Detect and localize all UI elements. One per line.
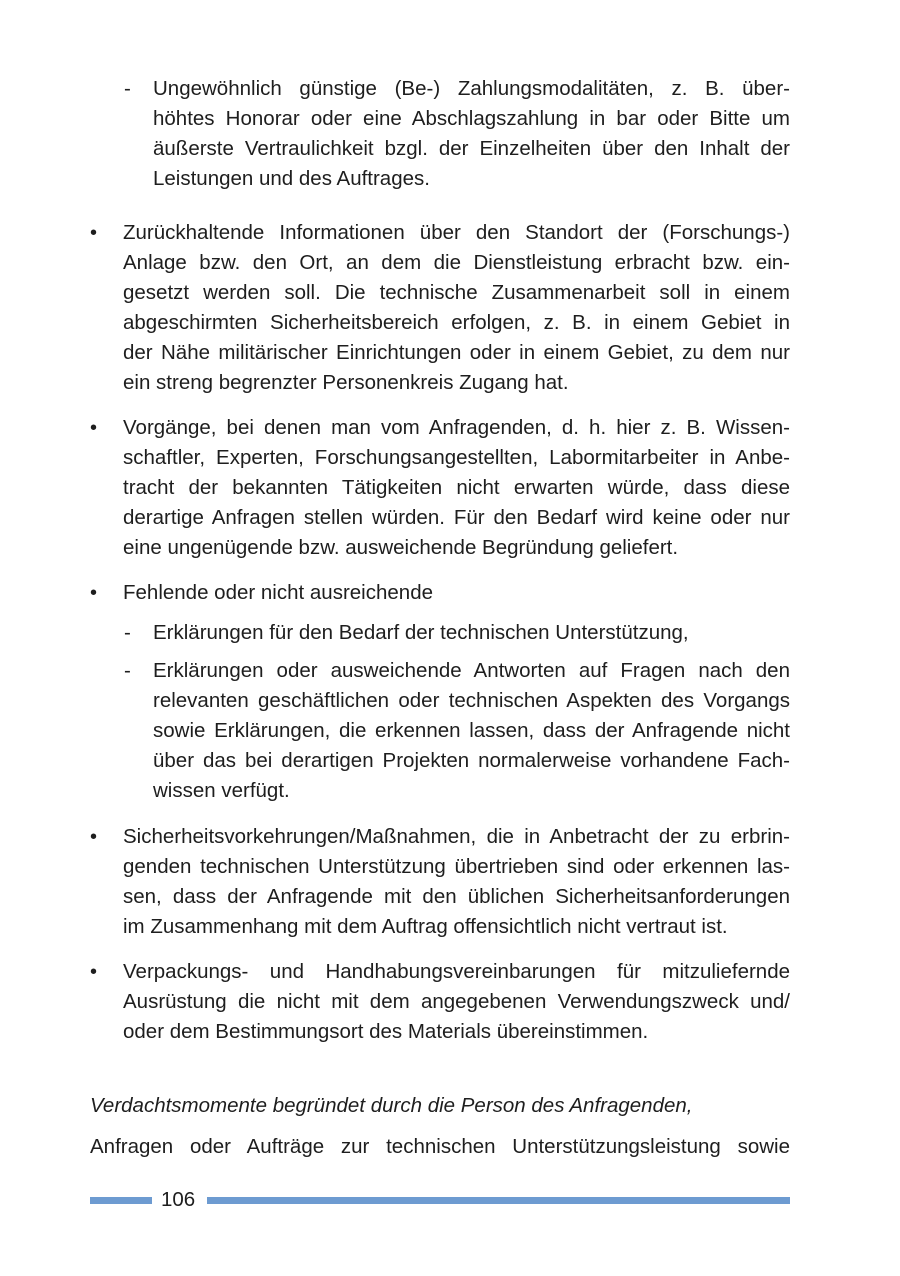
text-line: Verpackungs- und Handhabungsvereinbarungen für mitzuliefernde	[123, 960, 790, 983]
list-bullet-marker: •	[90, 417, 98, 439]
text-line: der Nähe militärischer Einrichtungen oder in einem Gebiet, zu dem nur	[123, 341, 790, 364]
text-line: im Zusammenhang mit dem Auftrag offensichtlich nicht vertraut ist.	[123, 915, 728, 938]
text-line: Sicherheitsvorkehrungen/Maßnahmen, die in Anbetracht der zu erbrin-	[123, 825, 790, 848]
text-line: Anlage bzw. den Ort, an dem die Dienstleistung erbracht bzw. ein-	[123, 251, 790, 274]
text-line: oder dem Bestimmungsort des Materials übereinstimmen.	[123, 1020, 649, 1043]
text-line: relevanten geschäftlichen oder technischen Aspekten des Vorgangs	[153, 689, 790, 712]
text-line: über das bei derartigen Projekten normalerweise vorhandene Fach-	[153, 749, 790, 772]
text-line: Ungewöhnlich günstige (Be-) Zahlungsmodalitäten, z. B. über-	[153, 77, 790, 100]
text-line: ein streng begrenzter Personenkreis Zugang hat.	[123, 371, 569, 394]
list-dash-marker: -	[124, 77, 131, 100]
text-line: Zurückhaltende Informationen über den Standort der (Forschungs-)	[123, 221, 790, 244]
text-line: Ausrüstung die nicht mit dem angegebenen Verwendungszweck und/	[123, 990, 790, 1013]
text-line: höhtes Honorar oder eine Abschlagszahlung in bar oder Bitte um	[153, 107, 790, 130]
list-bullet-marker: •	[90, 826, 98, 848]
text-line: Erklärungen für den Bedarf der technischen Unterstützung,	[153, 621, 689, 644]
list-dash-marker: -	[124, 621, 131, 644]
text-line: abgeschirmten Sicherheitsbereich erfolgen, z. B. in einem Gebiet in	[123, 311, 790, 334]
text-line: genden technischen Unterstützung übertrieben sind oder erkennen las-	[123, 855, 790, 878]
list-bullet-marker: •	[90, 961, 98, 983]
footer-bar-left	[90, 1197, 152, 1204]
text-line: Fehlende oder nicht ausreichende	[123, 581, 433, 604]
paragraph-line: Anfragen oder Aufträge zur technischen Unterstützungsleistung sowie	[90, 1135, 790, 1158]
list-bullet-marker: •	[90, 222, 98, 244]
footer-bar-right	[207, 1197, 790, 1204]
text-line: eine ungenügende bzw. ausweichende Begründung geliefert.	[123, 536, 679, 559]
text-line: derartige Anfragen stellen würden. Für den Bedarf wird keine oder nur	[123, 506, 790, 529]
text-line: Erklärungen oder ausweichende Antworten auf Fragen nach den	[153, 659, 790, 682]
list-bullet-marker: •	[90, 582, 98, 604]
text-line: sen, dass der Anfragende mit den üblichen Sicherheitsanforderungen	[123, 885, 790, 908]
text-line: gesetzt werden soll. Die technische Zusammenarbeit soll in einem	[123, 281, 790, 304]
text-line: Vorgänge, bei denen man vom Anfragenden, d. h. hier z. B. Wissen-	[123, 416, 790, 439]
page-number: 106	[161, 1188, 196, 1211]
text-line: Leistungen und des Auftrages.	[153, 167, 430, 190]
text-line: wissen verfügt.	[153, 779, 290, 802]
section-heading: Verdachtsmomente begründet durch die Person des Anfragenden,	[90, 1094, 693, 1117]
text-line: tracht der bekannten Tätigkeiten nicht erwarten würde, dass diese	[123, 476, 790, 499]
text-line: schaftler, Experten, Forschungsangestellten, Labormitarbeiter in Anbe-	[123, 446, 790, 469]
text-line: sowie Erklärungen, die erkennen lassen, dass der Anfragende nicht	[153, 719, 790, 742]
text-line: äußerste Vertraulichkeit bzgl. der Einzelheiten über den Inhalt der	[153, 137, 790, 160]
list-dash-marker: -	[124, 659, 131, 682]
